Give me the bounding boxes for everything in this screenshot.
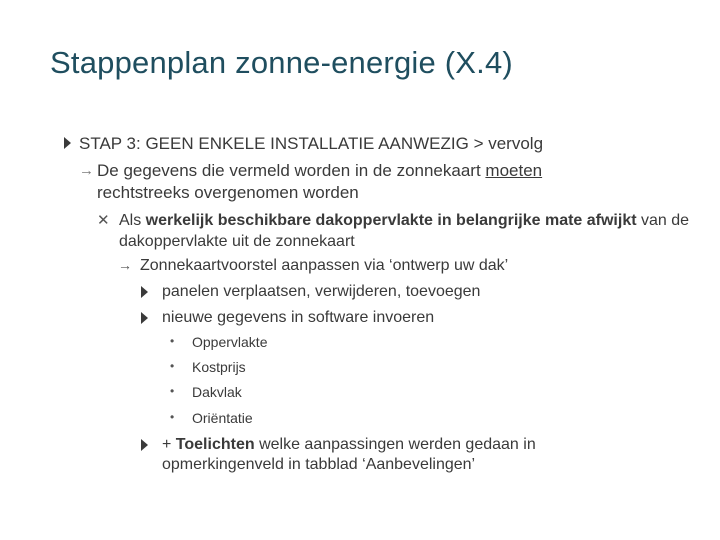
dot-bullet-icon: • — [170, 410, 175, 424]
triangle-bullet-icon — [141, 286, 148, 298]
text-part: Als — [119, 212, 146, 229]
cross-bullet-icon: ✕ — [97, 212, 110, 229]
underlined-word: moeten — [485, 161, 543, 180]
bullet-gegevens-text: nieuwe gegevens in software invoeren — [162, 309, 435, 326]
bullet-afwijking-text — [119, 210, 697, 252]
list-item-orientatie — [170, 410, 253, 426]
list-item-text: Oppervlakte — [192, 334, 268, 350]
bullet-zonnekaart-text — [97, 160, 639, 204]
bullet-aanpassen-text: Zonnekaartvoorstel aanpassen via ‘ontwerp uw dak’ — [140, 257, 509, 274]
bullet-afwijking — [97, 210, 697, 252]
bold-text: Toelichten — [175, 436, 255, 453]
list-item-kostprijs — [170, 359, 246, 375]
triangle-bullet-icon — [141, 312, 148, 324]
bullet-toelichten-text — [162, 435, 611, 475]
dot-bullet-icon: • — [170, 334, 175, 348]
bullet-zonnekaart-data — [79, 160, 639, 204]
list-item-text: Dakvlak — [192, 384, 242, 400]
bullet-aanpassen — [118, 257, 678, 275]
list-item-text: Kostprijs — [192, 359, 246, 375]
bullet-step3 — [64, 134, 684, 154]
arrow-bullet-icon: → — [79, 162, 94, 179]
bullet-step3-text: STAP 3: GEEN ENKELE INSTALLATIE AANWEZIG > vervolg — [79, 134, 544, 153]
text-part: + — [162, 436, 176, 453]
text-part: De gegevens die vermeld worden in de zonnekaart — [97, 161, 486, 180]
triangle-bullet-icon — [64, 137, 71, 149]
arrow-bullet-icon: → — [118, 257, 132, 273]
bullet-panelen-text: panelen verplaatsen, verwijderen, toevoegen — [162, 283, 481, 300]
text-part: rechtstreeks overgenomen worden — [97, 183, 359, 202]
triangle-bullet-icon — [141, 439, 148, 451]
dot-bullet-icon: • — [170, 359, 175, 373]
bullet-gegevens — [141, 308, 661, 328]
slide-title: Stappenplan zonne-energie (X.4) — [50, 45, 513, 80]
text-part: welke aanpassingen werden gedaan in opmerkingenveld in tabblad ‘Aanbevelingen’ — [162, 436, 536, 473]
bullet-panelen — [141, 282, 661, 302]
text-part: van de dakoppervlakte uit de zonnekaart — [119, 212, 690, 250]
list-item-dakvlak — [170, 384, 242, 400]
dot-bullet-icon: • — [170, 384, 175, 398]
list-item-text: Oriëntatie — [192, 410, 253, 426]
bullet-toelichten — [141, 435, 611, 475]
bold-text: werkelijk beschikbare dakoppervlakte in belangrijke mate afwijkt — [145, 212, 637, 229]
list-item-oppervlakte — [170, 334, 267, 350]
